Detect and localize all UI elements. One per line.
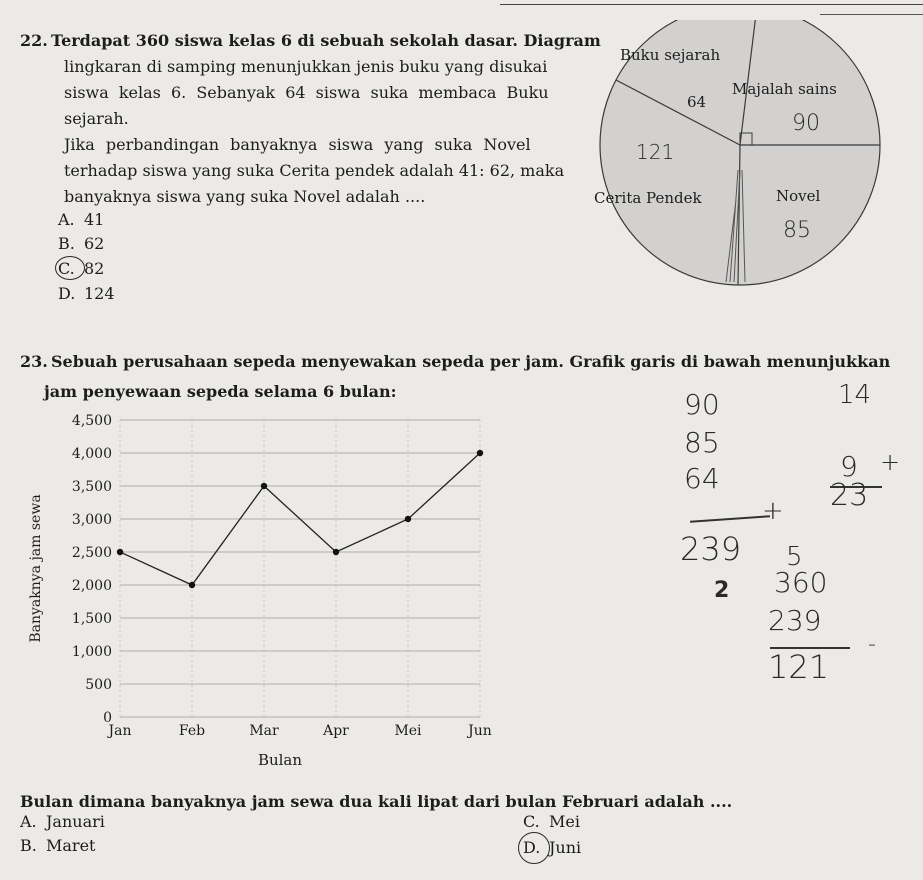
option-value: Maret: [46, 836, 96, 855]
q23-question: Bulan dimana banyaknya jam sewa dua kali lipat dari bulan Februari adalah ....: [20, 792, 733, 811]
page-edge-line: [500, 4, 923, 5]
q22-text-line: siswa kelas 6. Sebanyak 64 siswa suka membaca Buku: [64, 83, 549, 102]
handwriting: +: [880, 448, 901, 476]
handwriting: +: [762, 496, 784, 526]
q23-option-c[interactable]: [523, 812, 580, 831]
y-tick-label: 3,500: [71, 479, 112, 495]
pie-label-majalah-sains: Majalah sains: [732, 80, 837, 98]
x-axis-label: Bulan: [257, 751, 303, 769]
option-value: Juni: [549, 838, 582, 857]
option-letter: B.: [20, 836, 37, 855]
y-tick-label: 2,000: [71, 578, 112, 594]
option-letter: C.: [523, 812, 540, 831]
x-tick-label: Mei: [394, 723, 422, 739]
chart-grid-vertical: [120, 420, 480, 717]
q22-text-line: Terdapat 360 siswa kelas 6 di sebuah sekolah dasar. Diagram: [51, 31, 601, 50]
q22-text-line: Jika perbandingan banyaknya siswa yang suka Novel: [64, 135, 531, 154]
handwriting: 14: [838, 380, 872, 410]
q23-number: 23.: [20, 352, 48, 371]
q22-option-b[interactable]: [58, 234, 104, 253]
y-tick-label: 4,000: [71, 446, 112, 462]
data-point: [189, 582, 195, 588]
pie-label-buku-sejarah: Buku sejarah: [620, 46, 721, 64]
handwriting: 239: [680, 530, 742, 568]
q23-option-b[interactable]: [20, 836, 95, 855]
handwriting: 64: [684, 462, 720, 495]
handwriting: 121: [636, 140, 675, 164]
handwriting: 5: [786, 542, 803, 572]
q23-text-line: jam penyewaan sepeda selama 6 bulan:: [44, 382, 397, 401]
q23-option-a[interactable]: [20, 812, 105, 831]
y-tick-labels: [72, 413, 112, 726]
q22-option-d[interactable]: [58, 284, 115, 303]
x-tick-label: Jun: [468, 723, 492, 739]
page-edge-line: [820, 14, 923, 15]
data-point: [477, 450, 483, 456]
handwriting: 239: [768, 604, 822, 637]
q22-option-a[interactable]: [58, 210, 104, 229]
data-point: [261, 483, 267, 489]
pie-label-64: 64: [687, 93, 707, 111]
handwriting: 90: [792, 111, 820, 136]
line-chart: [20, 405, 500, 775]
handwriting: 121: [768, 648, 830, 686]
option-value: 124: [84, 284, 115, 303]
q23-text-line: Sebuah perusahaan sepeda menyewakan sepeda per jam. Grafik garis di bawah menunjukkan: [51, 352, 891, 371]
option-value: Januari: [46, 812, 105, 831]
option-letter: A.: [20, 812, 37, 831]
handwriting: 9: [840, 450, 858, 483]
handwriting: -: [868, 632, 876, 657]
x-tick-label: Jan: [108, 723, 132, 739]
option-letter: A.: [58, 210, 75, 229]
handwriting: 23: [830, 478, 869, 513]
x-tick-label: Mar: [249, 723, 279, 739]
handwriting: 90: [684, 388, 720, 421]
option-value: Mei: [549, 812, 580, 831]
option-value: 82: [84, 259, 105, 278]
data-point: [117, 549, 123, 555]
y-tick-label: 2,500: [71, 545, 112, 561]
option-value: 41: [84, 210, 105, 229]
chart-grid: [120, 420, 480, 717]
option-letter: C.: [58, 259, 75, 278]
y-tick-label: 500: [85, 677, 112, 693]
q22-number: 22.: [20, 31, 48, 50]
data-point: [405, 516, 411, 522]
y-tick-label: 1,500: [71, 611, 112, 627]
y-tick-label: 1,000: [71, 644, 112, 660]
pie-label-cerita-pendek: Cerita Pendek: [594, 189, 702, 207]
x-tick-label: Feb: [178, 723, 206, 739]
handwriting: 85: [684, 426, 720, 459]
handwriting: 360: [774, 566, 828, 599]
answer-circle-mark: [55, 256, 85, 280]
pie-label-novel: Novel: [776, 187, 821, 205]
option-letter: D.: [58, 284, 76, 303]
x-tick-label: Apr: [323, 723, 349, 739]
data-point: [333, 549, 339, 555]
q22-text-line: lingkaran di samping menunjukkan jenis buku yang disukai: [64, 57, 548, 76]
x-tick-labels: [107, 723, 492, 739]
handwriting: 85: [783, 218, 811, 243]
handwriting: 2: [714, 578, 730, 603]
y-tick-label: 4,500: [71, 413, 112, 429]
y-tick-label: 0: [103, 710, 112, 726]
q22-text-line: sejarah.: [64, 109, 129, 128]
q22-text-line: banyaknya siswa yang suka Novel adalah ....: [64, 187, 426, 206]
option-value: 62: [84, 234, 105, 253]
y-tick-label: 3,000: [71, 512, 112, 528]
y-axis-label: Banyaknya jam sewa: [28, 494, 44, 643]
option-letter: B.: [58, 234, 75, 253]
option-letter: D.: [523, 838, 541, 857]
handwriting-underline: [690, 515, 770, 522]
answer-circle-mark: [518, 832, 550, 864]
q22-text-line: terhadap siswa yang suka Cerita pendek adalah 41: 62, maka: [64, 161, 565, 180]
